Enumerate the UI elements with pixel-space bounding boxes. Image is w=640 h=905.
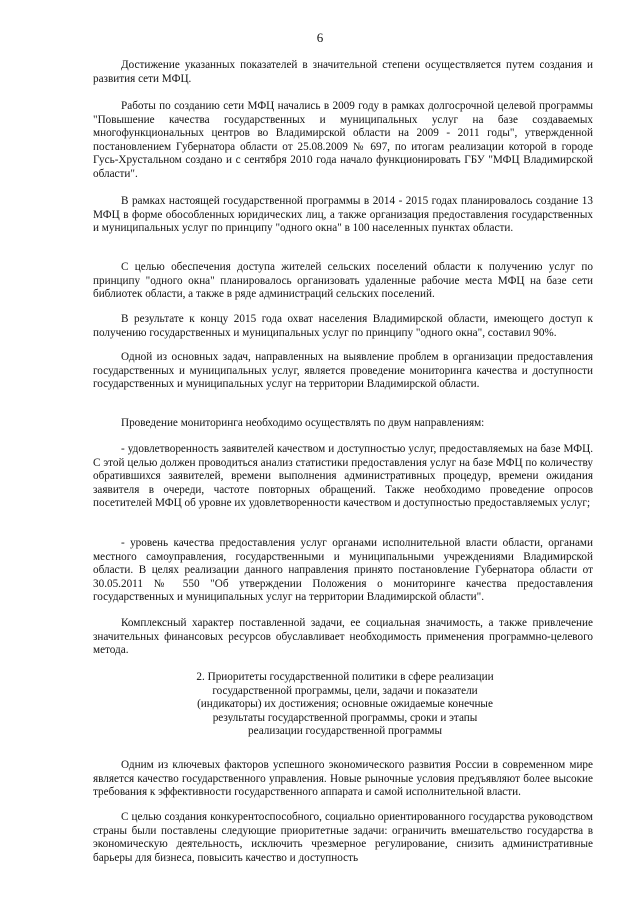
section-heading-line: результаты государственной программы, сроки и этапы — [212, 711, 478, 724]
section-heading-line: 2. Приоритеты государственной политики в сфере реализации — [196, 671, 494, 683]
paragraph-program-plan: В рамках настоящей государственной программы в 2014 - 2015 годах планировалось создание 13 МФЦ в форме обособленных юридических лиц, а также организация предоставления государственных и муниципальных услуг по принципу "одного окна" в 100 населенных пунктах области. — [93, 195, 593, 234]
paragraph-direction-satisfaction: - удовлетворенность заявителей качеством и доступностью услуг, предоставляемых на базе МФЦ. С этой целью должен проводиться анализ статистики предоставления услуг на базе МФЦ по количеству обратившихся заявителей, времени выполнения административных процедур, времени ожидания заявителя в очереди, частоте повторных обращений. Также необходимо проведение опросов посетителей МФЦ об уровне их удовлетворенности качеством и доступностью предоставляемых услуг; — [93, 443, 593, 509]
paragraph-rural-access: С целью обеспечения доступа жителей сельских поселений области к получению услуг по принципу "одного окна" планировалось организовать удаленные рабочие места МФЦ на базе сети библиотек области, а также в ряде администраций сельских поселений. — [93, 261, 593, 300]
section-heading-line: (индикаторы) их достижения; основные ожидаемые конечные — [197, 698, 493, 710]
section-heading-line: реализации государственной программы — [248, 725, 442, 737]
paragraph-mfc-network: Достижение указанных показателей в значительной степени осуществляется путем создания и развития сети МФЦ. — [93, 59, 593, 85]
paragraph-governance-quality: Одним из ключевых факторов успешного экономического развития России в современном мире является качество государственного управления. Новые рыночные условия предъявляют более высокие требования к эффективности государственного аппарата и самой исполнительной власти. — [93, 759, 593, 798]
paragraph-mfc-history: Работы по созданию сети МФЦ начались в 2009 году в рамках долгосрочной целевой программы "Повышение качества государственных и муниципальных услуг на базе создаваемых многофункциональных центров во Владимирской области на 2009 - 2011 годы", утвержденной постановлением Губернатора области от 25.08.2009 № 697, по итогам реализации которой в городе Гусь-Хрустальном создано и с сентября 2010 года начало функционировать ГБУ "МФЦ Владимирской области". — [93, 100, 593, 180]
section-heading-line: государственной программы, цели, задачи и показатели — [212, 684, 478, 697]
paragraph-priority-tasks: С целью создания конкурентоспособного, социально ориентированного государства руководством страны были поставлены следующие приоритетные задачи: ограничить вмешательство государства в экономическую деятельность, исключить чрезмерное регулирование, снизить административные барьеры для бизнеса, повысить качество и доступность — [93, 811, 593, 864]
paragraph-monitoring-directions: Проведение мониторинга необходимо осуществлять по двум направлениям: — [121, 417, 485, 429]
paragraph-coverage-result: В результате к концу 2015 года охват населения Владимирской области, имеющего доступ к получению государственных и муниципальных услуг по принципу "одного окна", составил 90%. — [93, 313, 593, 339]
section-heading — [150, 671, 540, 739]
paragraph-monitoring-task: Одной из основных задач, направленных на выявление проблем в организации предоставления государственных и муниципальных услуг, является проведение мониторинга качества и доступности государственных и муниципальных услуг на территории Владимирской области. — [93, 351, 593, 390]
paragraph-program-method: Комплексный характер поставленной задачи, ее социальная значимость, а также привлечение значительных финансовых ресурсов обуславливает необходимость применения программно-целевого метода. — [93, 617, 593, 656]
page-number: 6 — [316, 30, 324, 45]
paragraph-direction-quality: - уровень качества предоставления услуг органами исполнительной власти области, органами местного самоуправления, государственными и муниципальными учреждениями Владимирской области. В целях реализации данного направления принято постановление Губернатора области от 30.05.2011 № 550 "Об утверждении Положения о мониторинге качества предоставления государственных и муниципальных услуг на территории Владимирской области". — [93, 537, 593, 603]
